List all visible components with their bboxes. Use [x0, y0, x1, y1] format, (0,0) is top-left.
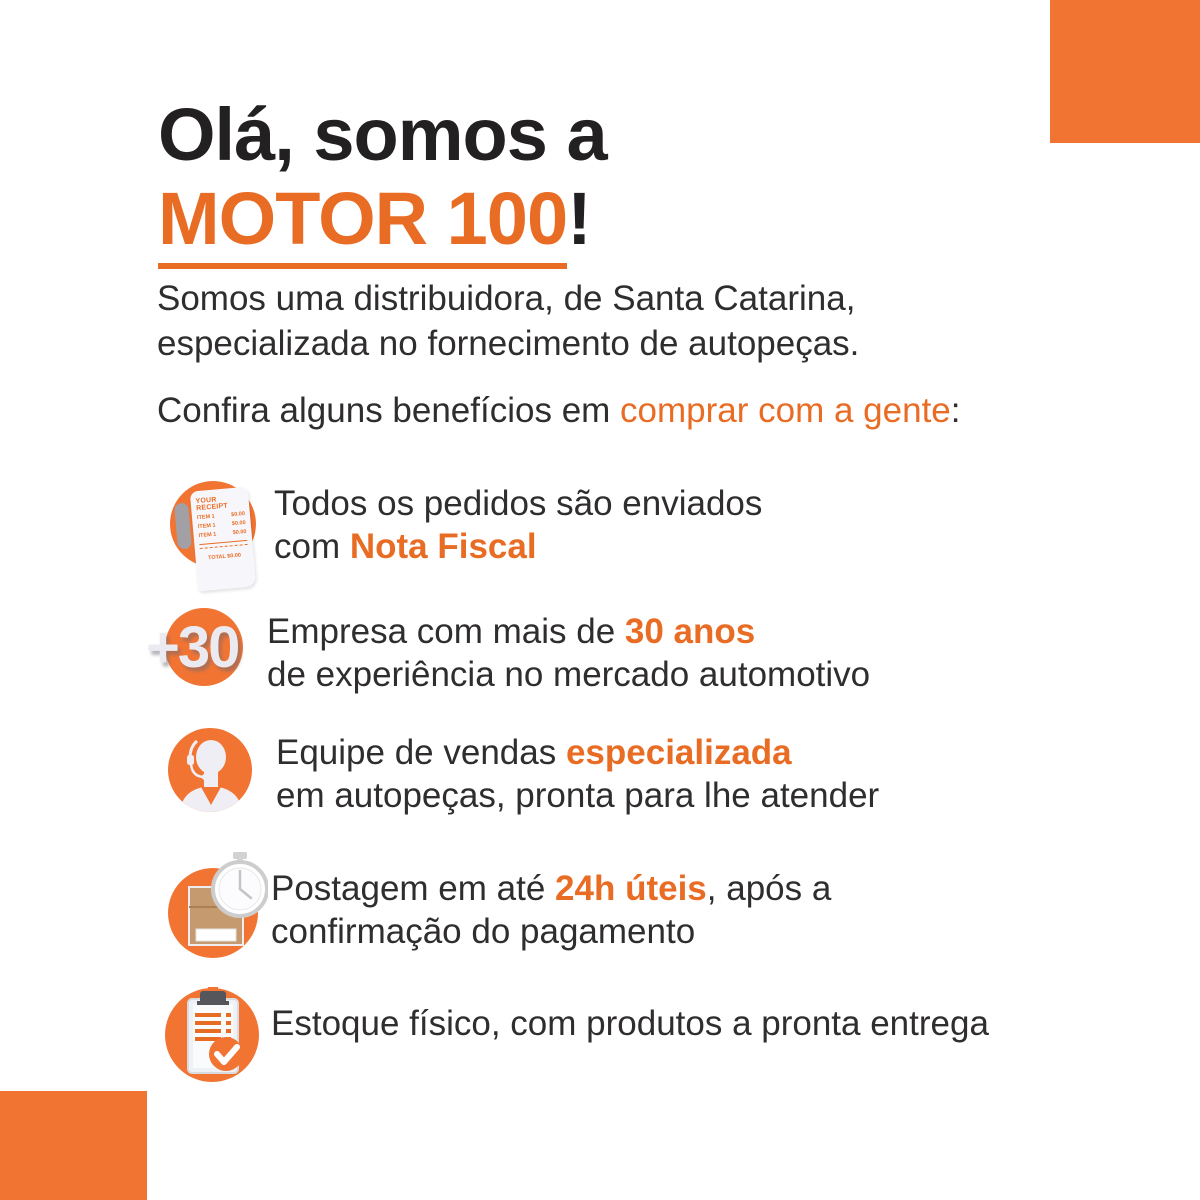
brand-heading — [158, 176, 591, 269]
brand-name: MOTOR 100 — [158, 182, 567, 269]
plus-30-label: +30 — [146, 615, 239, 680]
decor-square-bottom-left — [0, 1091, 147, 1200]
clipboard-check-icon — [160, 983, 265, 1088]
receipt-icon — [162, 477, 262, 595]
intro-line-2: especializada no fornecimento de autopeças. — [157, 324, 860, 363]
plus-30-icon — [146, 600, 276, 700]
benefit-text-nota-fiscal: Todos os pedidos são enviados com Nota Fiscal — [274, 484, 763, 566]
cta-pre: Confira alguns benefícios em — [157, 391, 621, 430]
benefit-text-30-anos: Empresa com mais de 30 anos de experiência no mercado automotivo — [267, 612, 871, 694]
cta-accent: comprar com a gente — [620, 391, 951, 430]
receipt-dashed-divider — [200, 544, 248, 549]
support-agent-graphic — [168, 728, 252, 812]
benefit-text-estoque: Estoque físico, com produtos a pronta entrega — [271, 1004, 989, 1043]
receipt-rows: ITEM 1 $0.00 ITEM 1 $0.00 ITEM 1 $0.00 — [196, 511, 247, 540]
package-stopwatch-icon — [163, 845, 268, 960]
benefit-text-equipe: Equipe de vendas especializada em autopeças, pronta para lhe atender — [276, 733, 880, 815]
brand-exclamation: ! — [567, 177, 591, 260]
intro-line-1: Somos uma distribuidora, de Santa Catarina, — [157, 279, 856, 318]
receipt-title: YOUR RECEIPT — [195, 496, 229, 513]
receipt-paper — [190, 487, 256, 592]
benefit-text-postagem: Postagem em até 24h úteis, após a confirmação do pagamento — [271, 869, 832, 951]
clipboard-check-graphic — [160, 983, 265, 1088]
greeting-heading: Olá, somos a — [158, 93, 607, 176]
intro-paragraph — [157, 276, 859, 366]
benefits-intro-line — [157, 388, 961, 433]
decor-square-top-right — [1050, 0, 1200, 143]
receipt-total: TOTAL $0.00 — [207, 552, 242, 562]
package-stopwatch-graphic — [163, 845, 268, 960]
cta-post: : — [950, 391, 961, 430]
support-agent-icon — [168, 728, 252, 812]
